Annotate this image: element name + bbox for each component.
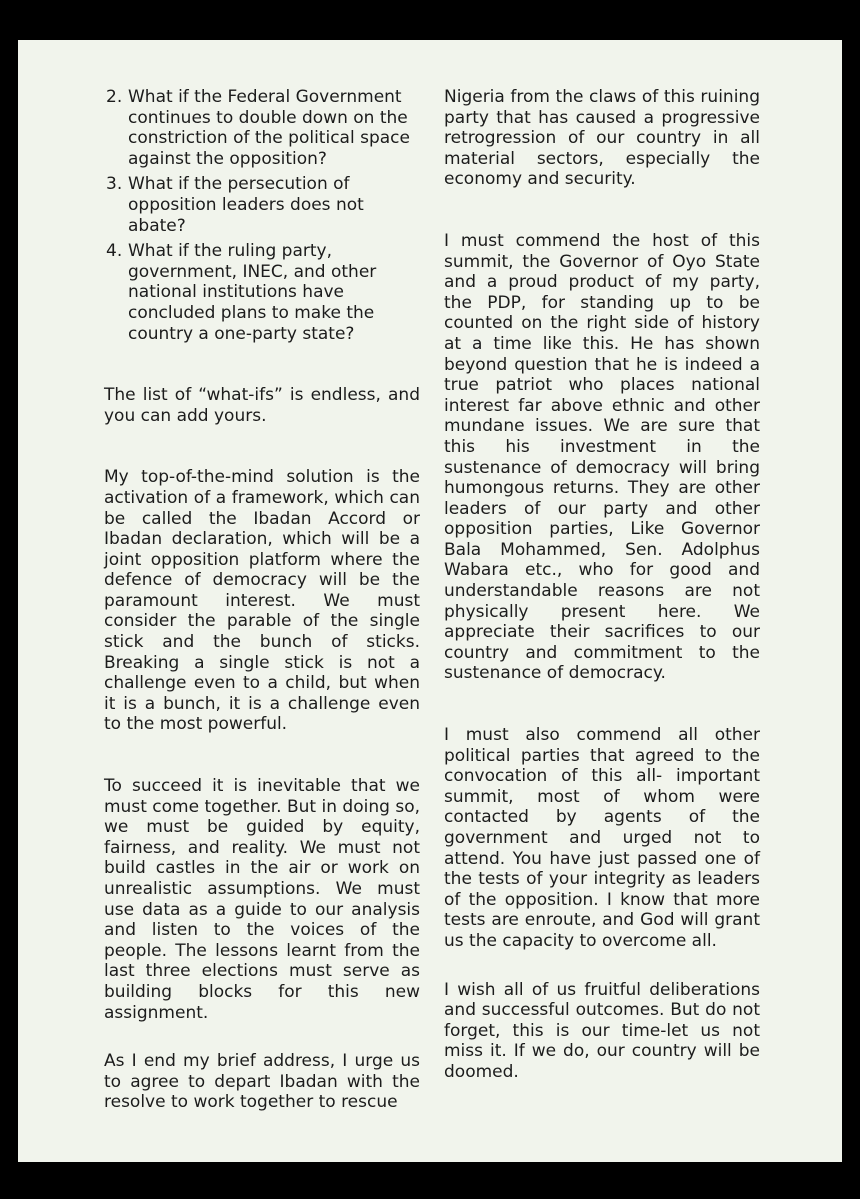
list-item [104, 87, 420, 169]
list-item-number: 3. [106, 174, 123, 195]
list-item-number: 2. [106, 87, 123, 107]
list-item-text: What if the ruling party, government, INEC, and other national institutions have concluded plans to make the country a one-party state? [128, 241, 377, 344]
paragraph-final-wishes: I wish all of us fruitful deliberations and successful outcomes. But do not forget, this is our time-let us not miss it. If we do, our country will be doomed. [444, 979, 760, 1082]
paragraph-commend-host: I must commend the host of this summit, the Governor of Oyo State and a proud product of my party, the PDP, for standing up to be counted on the right side of history at a time like this. He has shown beyond question that he is indeed a true patriot who places national interest far above ethnic and other mundane issues. We are sure that this his investment in the sustenance of democracy will bring humongous returns. They are other leaders of our party and other opposition parties, Like Governor Bala Mohammed, Sen. Adolphus Wabara etc., who for good and understandable reasons are not physically present here. We appreciate their sacrifices to our country and commitment to the sustenance of democracy. [444, 230, 760, 684]
paragraph-what-ifs: The list of “what-ifs” is endless, and you can add yours. [104, 385, 420, 426]
list-item-number: 4. [106, 241, 123, 262]
document-page [18, 40, 842, 1162]
list-item-text: What if the Federal Government continues to double down on the constriction of the political space against the opposition? [128, 87, 410, 169]
right-column [444, 87, 760, 1124]
list-item-text: What if the persecution of opposition leaders does not abate? [128, 174, 364, 236]
list-item [104, 241, 420, 344]
paragraph-come-together: To succeed it is inevitable that we must come together. But in doing so, we must be guided by equity, fairness, and reality. We must not build castles in the air or work on unrealistic assumptions. We must use data as a guide to our analysis and listen to the voices of the people. The lessons learnt from the last three elections must serve as building blocks for this new assignment. [104, 776, 420, 1023]
paragraph-commend-parties: I must also commend all other political parties that agreed to the convocation of this all- important summit, most of whom were contacted by agents of the government and urged not to attend. You have just passed one of the tests of your integrity as leaders of the opposition. I know that more tests are enroute, and God will grant us the capacity to overcome all. [444, 725, 760, 951]
paragraph-rescue-nigeria: Nigeria from the claws of this ruining party that has caused a progressive retrogression of our country in all material sectors, especially the economy and security. [444, 87, 760, 190]
list-item [104, 174, 420, 236]
what-if-list [104, 87, 420, 344]
paragraph-ibadan-accord: My top-of-the-mind solution is the activation of a framework, which can be called the Ibadan Accord or Ibadan declaration, which will be a joint opposition platform where the defence of democracy will be the paramount interest. We must consider the parable of the single stick and the bunch of sticks. Breaking a single stick is not a challenge even to a child, but when it is a bunch, it is a challenge even to the most powerful. [104, 467, 420, 735]
left-column [104, 87, 420, 1154]
paragraph-closing-address: As I end my brief address, I urge us to agree to depart Ibadan with the resolve to work together to rescue [104, 1051, 420, 1113]
